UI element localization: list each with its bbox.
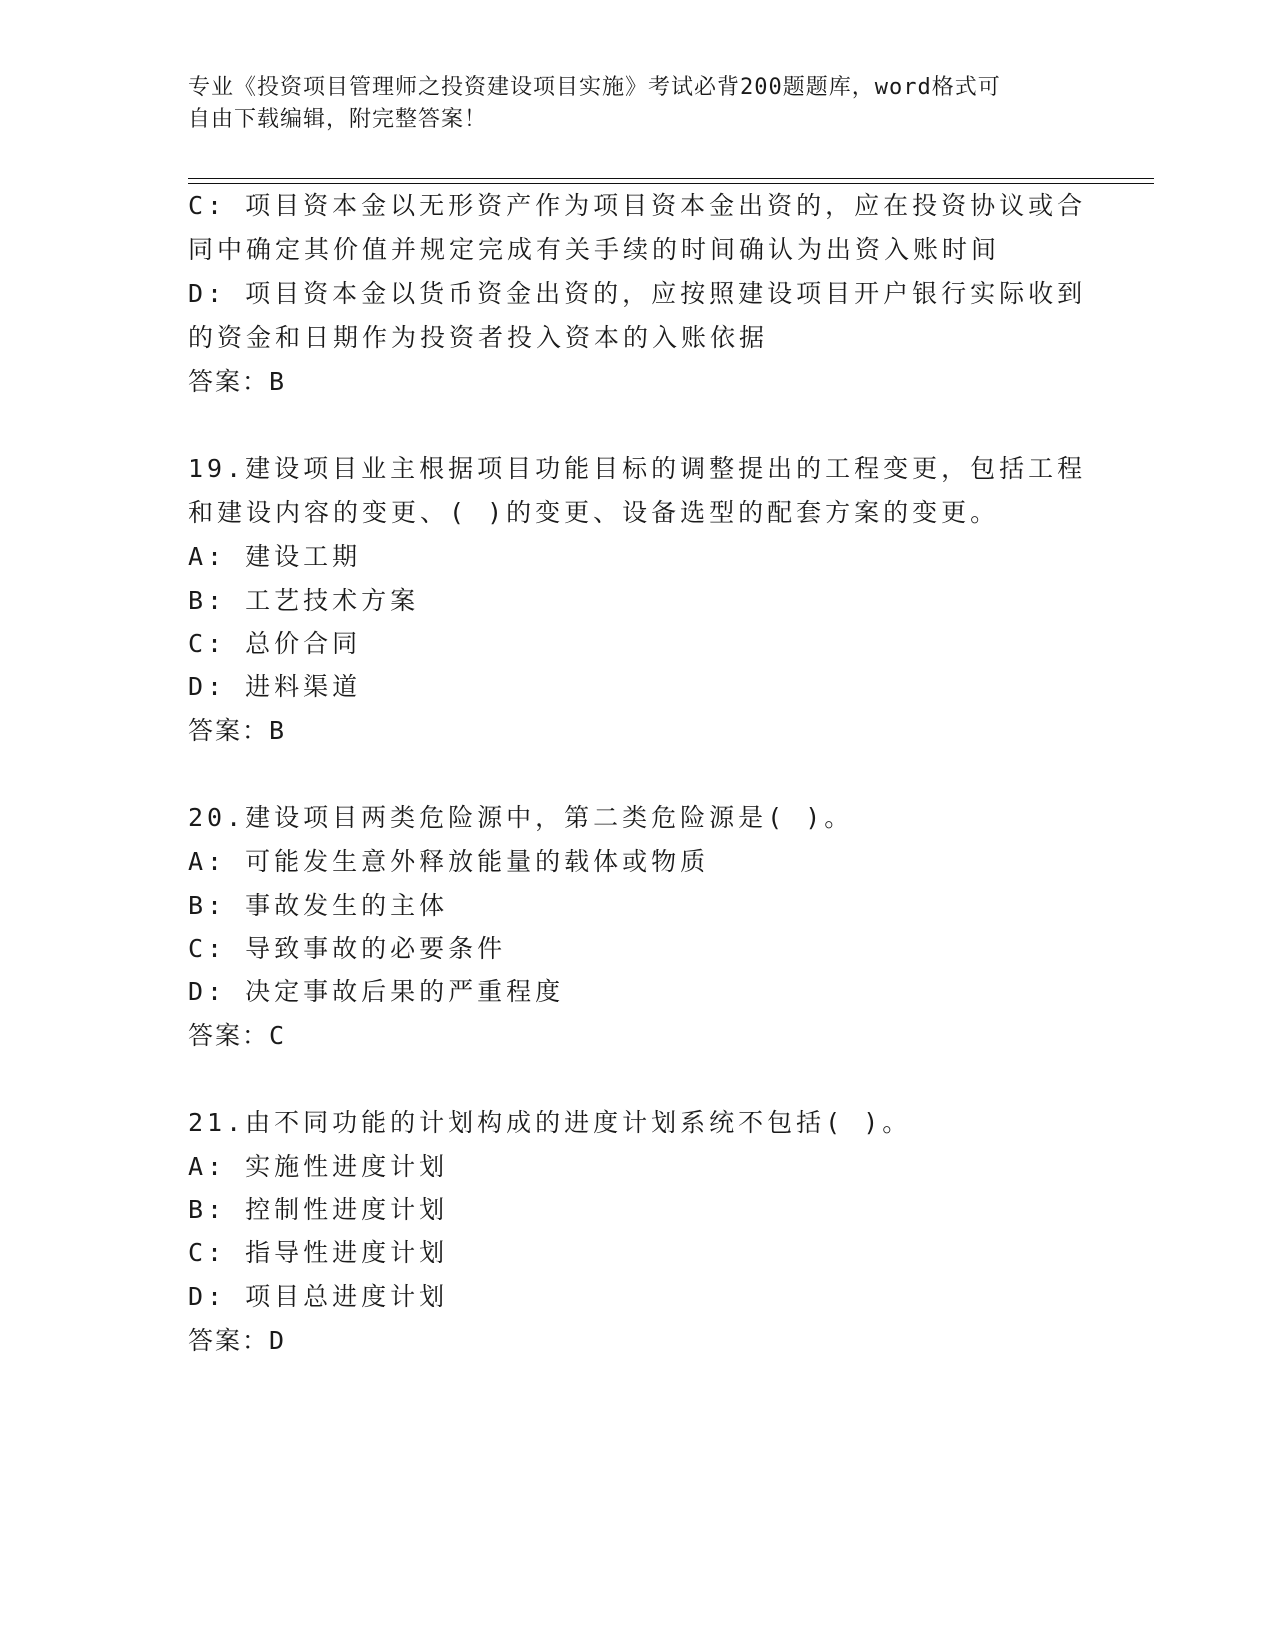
q21-option-d: D: 项目总进度计划 xyxy=(188,1282,449,1311)
q19-option-b: B: 工艺技术方案 xyxy=(188,586,420,615)
header-divider-bottom xyxy=(188,183,1154,184)
q19-stem-line2: 和建设内容的变更、( )的变更、设备选型的配套方案的变更。 xyxy=(188,498,1000,527)
q18-option-c-line1: C: 项目资本金以无形资产作为项目资本金出资的，应在投资协议或合 xyxy=(188,191,1087,220)
q20-option-d: D: 决定事故后果的严重程度 xyxy=(188,977,565,1006)
q21-stem: 21.由不同功能的计划构成的进度计划系统不包括( )。 xyxy=(188,1108,912,1137)
q19-stem-line1: 19.建设项目业主根据项目功能目标的调整提出的工程变更，包括工程 xyxy=(188,454,1087,483)
q21-option-b: B: 控制性进度计划 xyxy=(188,1195,449,1224)
q19-option-a: A: 建设工期 xyxy=(188,542,362,571)
q18-answer: 答案：B xyxy=(188,367,287,396)
q20-option-a: A: 可能发生意外释放能量的载体或物质 xyxy=(188,847,710,876)
q18-option-c-line2: 同中确定其价值并规定完成有关手续的时间确认为出资入账时间 xyxy=(188,235,1001,264)
q20-answer: 答案：C xyxy=(188,1021,287,1050)
q21-option-a: A: 实施性进度计划 xyxy=(188,1152,449,1181)
q20-option-b: B: 事故发生的主体 xyxy=(188,891,449,920)
q18-option-d-line2: 的资金和日期作为投资者投入资本的入账依据 xyxy=(188,323,769,352)
header-line-2: 自由下载编辑，附完整答案！ xyxy=(188,107,488,132)
q21-answer: 答案：D xyxy=(188,1326,287,1355)
q20-stem: 20.建设项目两类危险源中，第二类危险源是( )。 xyxy=(188,803,854,832)
header-line-1: 专业《投资项目管理师之投资建设项目实施》考试必背200题题库，word格式可 xyxy=(188,75,1001,100)
q21-option-c: C: 指导性进度计划 xyxy=(188,1238,449,1267)
q20-option-c: C: 导致事故的必要条件 xyxy=(188,934,507,963)
q19-option-c: C: 总价合同 xyxy=(188,629,362,658)
q19-answer: 答案：B xyxy=(188,716,287,745)
q18-option-d-line1: D: 项目资本金以货币资金出资的，应按照建设项目开户银行实际收到 xyxy=(188,279,1087,308)
header-divider-top xyxy=(188,178,1154,179)
q19-option-d: D: 进料渠道 xyxy=(188,672,362,701)
document-header xyxy=(188,72,1088,136)
